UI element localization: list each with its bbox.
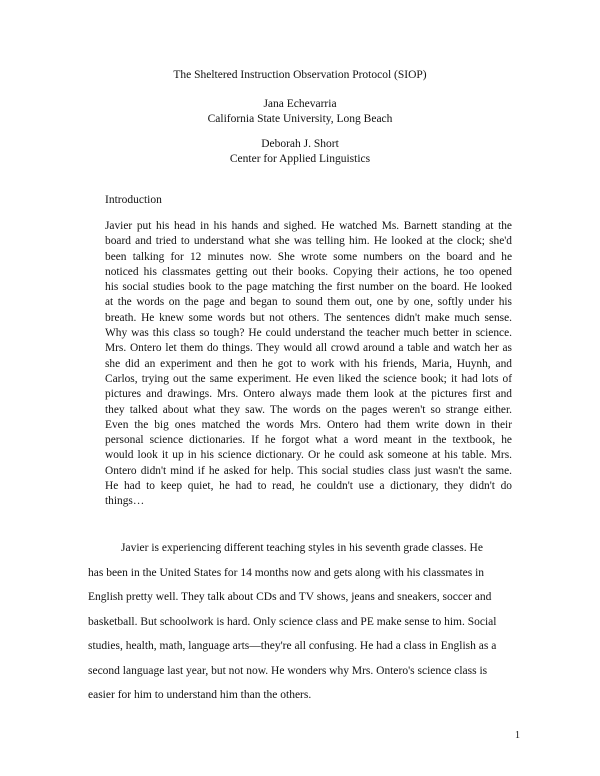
- vignette-line: Carlos, trying out the same experiment. He even liked the science book; it had lots of: [105, 372, 512, 385]
- vignette-line: noticed his classmates getting out their books. Copying their actions, he too opened: [105, 265, 512, 278]
- body-line: studies, health, math, language arts—they're all confusing. He had a class in English as a: [88, 640, 497, 652]
- document-title: The Sheltered Instruction Observation Protocol (SIOP): [173, 69, 427, 81]
- vignette-line: breath. He knew some words but not others. The sentences didn't make much sense.: [105, 311, 512, 324]
- vignette-line: been talking for 12 minutes now. She wrote some numbers on the board and he: [105, 250, 512, 263]
- vignette-line: Javier put his head in his hands and sighed. He watched Ms. Barnett standing at the: [105, 220, 512, 232]
- vignette-line: things…: [105, 495, 145, 508]
- vignette-line: they talked about what they saw. The words on the pages weren't so strange either.: [105, 403, 512, 416]
- body-line: easier for him to understand him than the others.: [88, 689, 312, 701]
- body-line: basketball. But schoolwork is hard. Only science class and PE make sense to him. Social: [88, 615, 497, 628]
- vignette-line: she did an experiment and then he got to work with his friends, Maria, Huynh, and: [105, 357, 512, 370]
- body-paragraph: [88, 536, 518, 708]
- vignette-line: Even the big ones matched the words Mrs. Ontero had them write down in their: [105, 418, 512, 431]
- author-affiliation: California State University, Long Beach: [207, 113, 393, 125]
- vignette-line: Why was this class so tough? He could understand the teacher much better in science.: [105, 327, 512, 340]
- page-number: 1: [515, 730, 520, 741]
- body-line: has been in the United States for 14 months now and gets along with his classmates in: [88, 566, 485, 579]
- vignette-line: He had to keep quiet, he had to read, he couldn't use a dictionary, they didn't do: [105, 480, 512, 493]
- body-line: Javier is experiencing different teaching styles in his seventh grade classes. He: [121, 542, 483, 554]
- body-line: second language last year, but not now. He wonders why Mrs. Ontero's science class is: [88, 664, 488, 677]
- vignette-line: his social studies book to the page matching the first number on the board. He looked: [105, 281, 512, 294]
- author-block-1: [0, 97, 600, 127]
- vignette-line: Mrs. Ontero let them do things. They would all crowd around a table and watch her as: [105, 342, 512, 355]
- vignette-line: personal science dictionaries. If he forgot what a word meant in the textbook, he: [105, 434, 512, 447]
- author-name: Deborah J. Short: [261, 138, 339, 150]
- section-heading: Introduction: [105, 194, 162, 206]
- author-block-2: [0, 137, 600, 167]
- vignette-line: Ontero didn't mind if he asked for help. This social studies class just wasn't the same.: [105, 464, 512, 477]
- vignette-line: board and tried to understand what she was telling him. He looked at the clock; she'd: [105, 235, 512, 248]
- author-affiliation: Center for Applied Linguistics: [229, 153, 371, 165]
- vignette-paragraph: [105, 219, 512, 510]
- author-name: Jana Echevarria: [263, 98, 337, 110]
- vignette-line: would look it up in his science dictionary. Or he could ask someone at his table. Mrs.: [105, 449, 512, 462]
- vignette-line: pictures and drawings. Mrs. Ontero always made them look at the pictures first and: [105, 388, 512, 401]
- vignette-line: at the words on the page and began to sound them out, one by one, softly under his: [105, 296, 512, 309]
- body-line: English pretty well. They talk about CDs and TV shows, jeans and sneakers, soccer and: [88, 591, 492, 603]
